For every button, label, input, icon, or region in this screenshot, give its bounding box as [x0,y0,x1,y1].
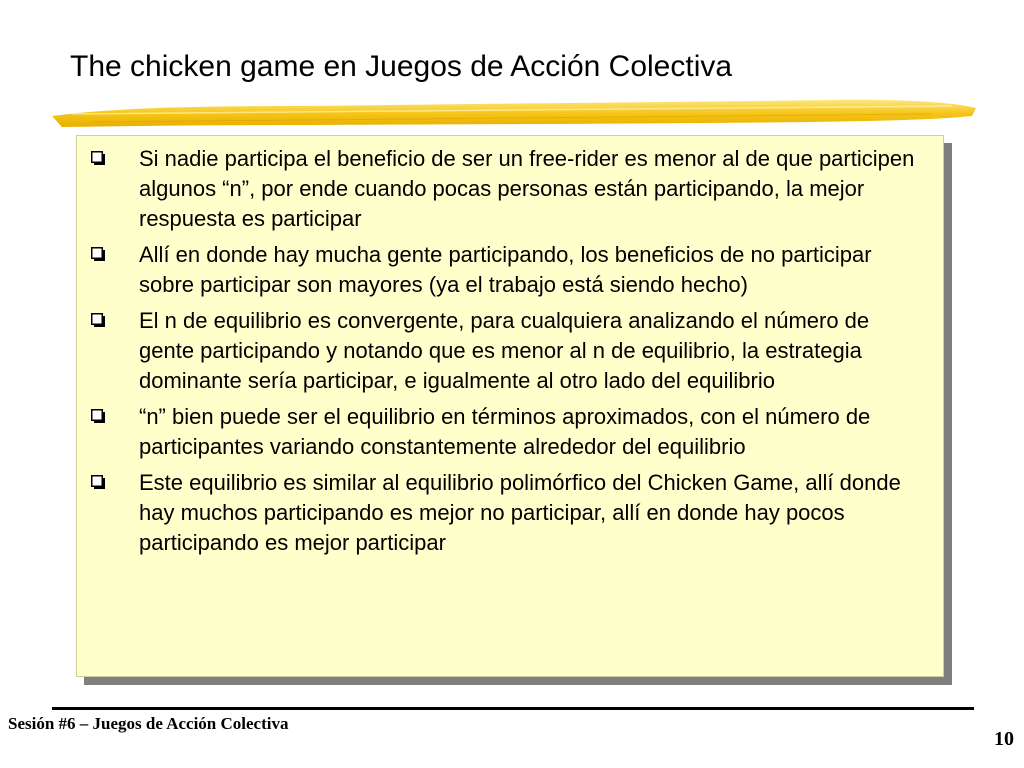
checkbox-icon [91,313,105,327]
bullet-item [77,144,943,234]
checkbox-icon [91,409,105,423]
bullet-text: Este equilibrio es similar al equilibrio polimórfico del Chicken Game, allí donde hay muchos participando es mejor no participar, allí en donde hay pocos participando es mejor participar [139,470,901,555]
bullet-text: Allí en donde hay mucha gente participando, los beneficios de no participar sobre participar son mayores (ya el trabajo está siendo hecho) [139,242,872,297]
bullet-text: Si nadie participa el beneficio de ser un free-rider es menor al de que participen algunos “n”, por ende cuando pocas personas están participando, la mejor respuesta es participar [139,146,915,231]
checkbox-icon [91,475,105,489]
bullet-item [77,306,943,396]
checkbox-icon [91,151,105,165]
bullet-item [77,240,943,300]
bullet-text: El n de equilibrio es convergente, para cualquiera analizando el número de gente participando y notando que es menor al n de equilibrio, la estrategia dominante sería participar, e igualmente al otro lado del equilibrio [139,308,870,393]
content-box [76,135,944,677]
slide-title: The chicken game en Juegos de Acción Colectiva [70,50,733,83]
bullet-item [77,402,943,462]
page-number: 10 [994,728,1014,750]
bullet-list [77,136,943,558]
footer-divider [52,707,974,710]
title-highlighter-stroke [52,94,976,134]
bullet-item [77,468,943,558]
footer-session-label: Sesión #6 – Juegos de Acción Colectiva [8,714,289,733]
bullet-text: “n” bien puede ser el equilibrio en términos aproximados, con el número de participantes variando constantemente alrededor del equilibrio [139,404,871,459]
checkbox-icon [91,247,105,261]
